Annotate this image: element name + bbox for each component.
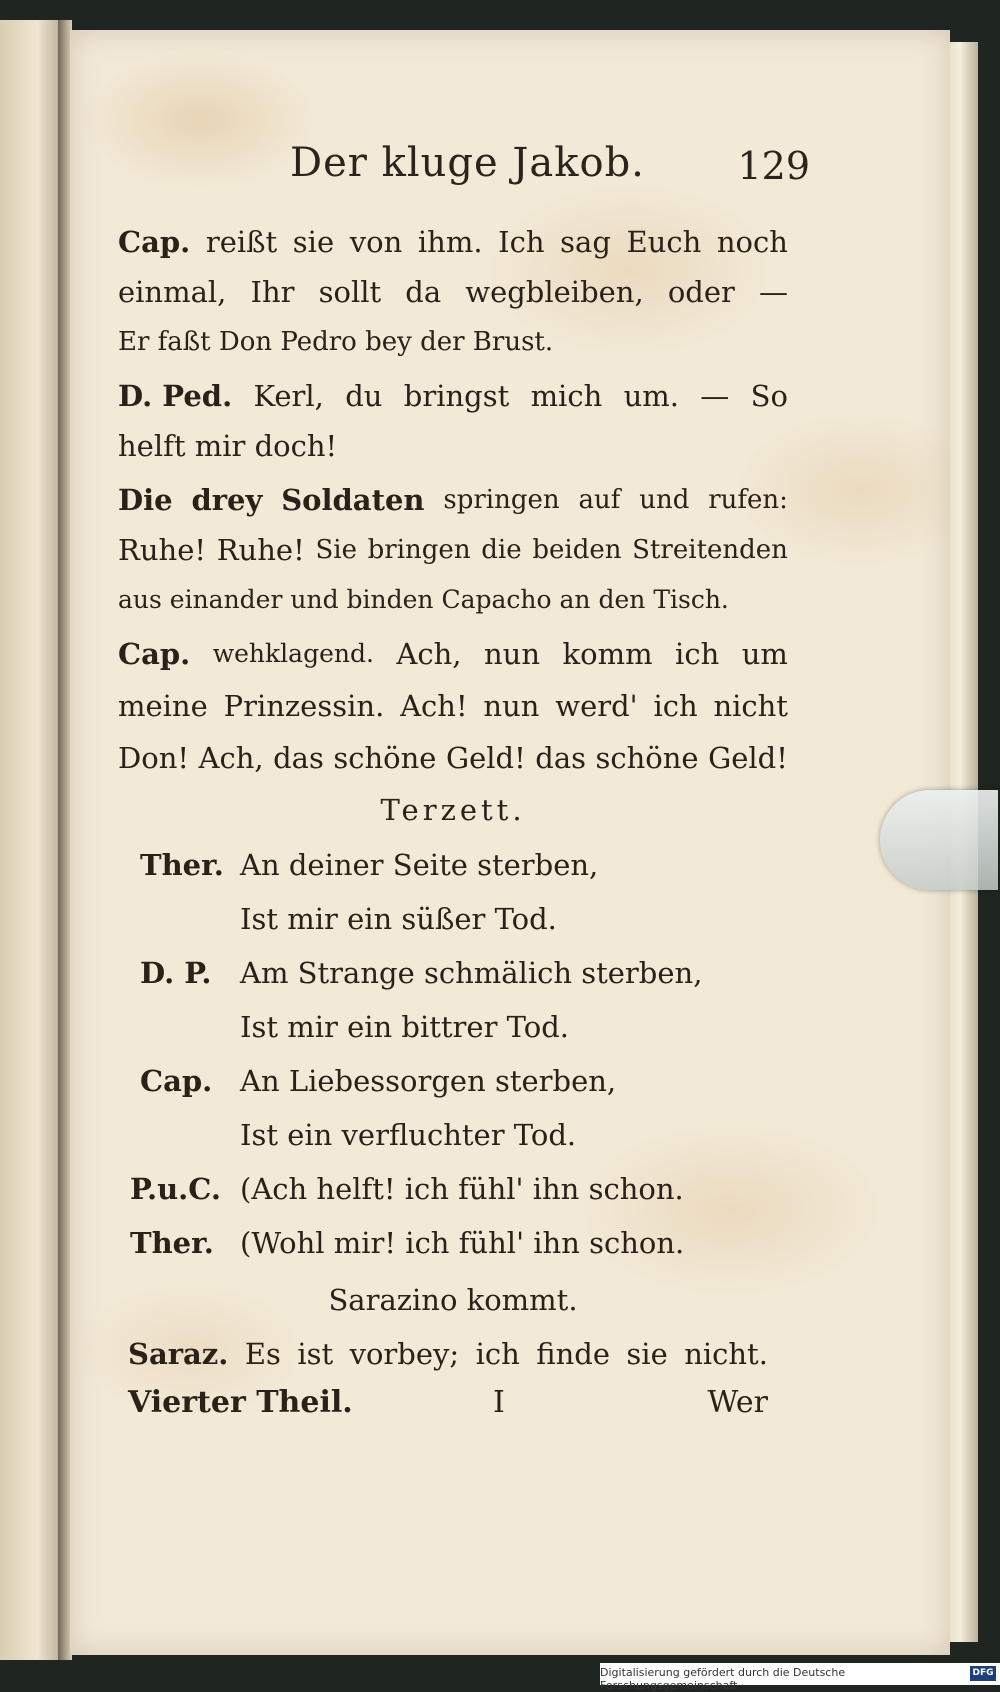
verse-text: Ist ein verfluchter Tod. (240, 1118, 577, 1152)
word: Sie (315, 535, 357, 565)
verse-line-8 (130, 1223, 684, 1263)
verse-line-7 (130, 1169, 684, 1209)
verse-text: An deiner Seite sterben, (240, 848, 599, 882)
credit-bar (600, 1663, 1000, 1692)
word: Ruhe! (216, 533, 305, 567)
dfg-logo-icon: DFG (970, 1666, 996, 1681)
word: Don! (118, 741, 190, 775)
word: Streitenden (632, 535, 788, 565)
text-line-10 (118, 686, 788, 726)
text-line-7 (118, 530, 788, 570)
word: — (758, 275, 788, 309)
word: nun (484, 637, 541, 671)
word: sie (626, 1337, 668, 1371)
word: Ach! (400, 689, 468, 723)
word: Es (244, 1337, 281, 1371)
text-line-2 (118, 272, 788, 312)
word: wehklagend. (212, 639, 374, 668)
word: ich (475, 1337, 520, 1371)
text-line-6 (118, 480, 788, 520)
word: ich (675, 637, 720, 671)
word: reißt (205, 225, 278, 259)
word: sollt (318, 275, 382, 309)
word: bringst (403, 379, 510, 413)
word: Geld! (445, 741, 526, 775)
stage-entrance: Sarazino kommt. (328, 1283, 578, 1317)
verse-speaker: Ther. (140, 848, 224, 882)
text-line-last (128, 1334, 768, 1374)
word: drey (191, 483, 263, 517)
verse-line-1 (140, 845, 598, 885)
verse-speaker: Cap. (140, 1064, 213, 1098)
page-clip (880, 790, 998, 890)
signature-mark: I (493, 1385, 505, 1420)
stage-direction: Er faßt Don Pedro bey der Brust. (118, 327, 554, 357)
word: da (405, 275, 442, 309)
verse-line-2 (140, 899, 557, 939)
word: auf (578, 485, 621, 515)
word: einmal, (118, 275, 227, 309)
speaker-saraz: Saraz. (128, 1337, 229, 1371)
word: sag (560, 225, 611, 259)
word: noch (716, 225, 788, 259)
verse-text: An Liebessorgen sterben, (240, 1064, 617, 1098)
verse-text: Ist mir ein bittrer Tod. (240, 1010, 569, 1044)
word: — (700, 379, 730, 413)
word: schöne (595, 741, 699, 775)
word: ich (653, 689, 698, 723)
word: Soldaten (281, 483, 425, 517)
word: rufen: (708, 485, 788, 515)
word: Die (118, 483, 173, 517)
word: um (741, 637, 788, 671)
word: Ach, (198, 741, 264, 775)
word: vorbey; (349, 1337, 460, 1371)
word: mich (530, 379, 603, 413)
running-head (290, 140, 810, 196)
catchword: Wer (707, 1385, 768, 1420)
word: Ruhe! (118, 533, 207, 567)
word: meine (118, 689, 208, 723)
verse-speaker: Ther. (130, 1226, 214, 1260)
word: Ihr (250, 275, 295, 309)
verse-speaker: P.u.C. (130, 1172, 221, 1206)
word: du (345, 379, 383, 413)
verse-text: Ist mir ein süßer Tod. (240, 902, 557, 936)
verse-speaker: D. P. (140, 956, 212, 990)
word: nicht. (684, 1337, 768, 1371)
word: sie (292, 225, 335, 259)
verse-text: (Wohl mir! ich fühl' ihn schon. (240, 1226, 685, 1260)
stage-direction: aus einander und binden Capacho an den Tisch. (118, 585, 729, 614)
word: das (535, 741, 586, 775)
verse-line-5 (140, 1061, 616, 1101)
word: komm (562, 637, 653, 671)
word: schöne (333, 741, 437, 775)
credit-text: Digitalisierung gefördert durch die Deutsche Forschungsgemeinschaft · (600, 1666, 846, 1692)
speaker-dped: D. Ped. (118, 379, 233, 413)
word: So (750, 379, 788, 413)
word: von (349, 225, 403, 259)
word: beiden (532, 535, 622, 565)
word: Geld! (708, 741, 788, 775)
speaker-cap: Cap. (118, 637, 191, 671)
speaker-cap: Cap. (118, 225, 191, 259)
text-line-5: helft mir doch! (118, 429, 338, 463)
word: nun (483, 689, 540, 723)
page-footer (128, 1385, 768, 1429)
word: Prinzessin. (223, 689, 385, 723)
word: die (481, 535, 522, 565)
word: bringen (367, 535, 471, 565)
volume-signature: Vierter Theil. (128, 1385, 353, 1420)
word: und (639, 485, 690, 515)
text-line-11 (118, 738, 788, 778)
text-line-1 (118, 222, 788, 262)
word: nicht (713, 689, 788, 723)
word: springen (443, 485, 560, 515)
terzett-heading: Terzett. (380, 793, 526, 827)
text-line-4 (118, 376, 788, 416)
word: wegbleiben, (465, 275, 644, 309)
word: ihm. (417, 225, 483, 259)
verse-line-6 (140, 1115, 576, 1155)
verse-text: (Ach helft! ich fühl' ihn schon. (240, 1172, 684, 1206)
facing-page-edge (0, 20, 62, 1660)
verse-line-4 (140, 1007, 569, 1047)
word: Ich (498, 225, 545, 259)
word: Euch (626, 225, 702, 259)
verse-line-3 (140, 953, 702, 993)
running-title: Der kluge Jakob. (290, 140, 645, 186)
word: ist (297, 1337, 334, 1371)
verse-text: Am Strange schmälich sterben, (240, 956, 703, 990)
text-line-9 (118, 634, 788, 674)
word: finde (536, 1337, 610, 1371)
word: werd' (555, 689, 638, 723)
word: das (273, 741, 324, 775)
word: oder (667, 275, 735, 309)
word: Kerl, (253, 379, 324, 413)
word: um. (623, 379, 679, 413)
page-number: 129 (737, 144, 810, 188)
word: Ach, (396, 637, 462, 671)
